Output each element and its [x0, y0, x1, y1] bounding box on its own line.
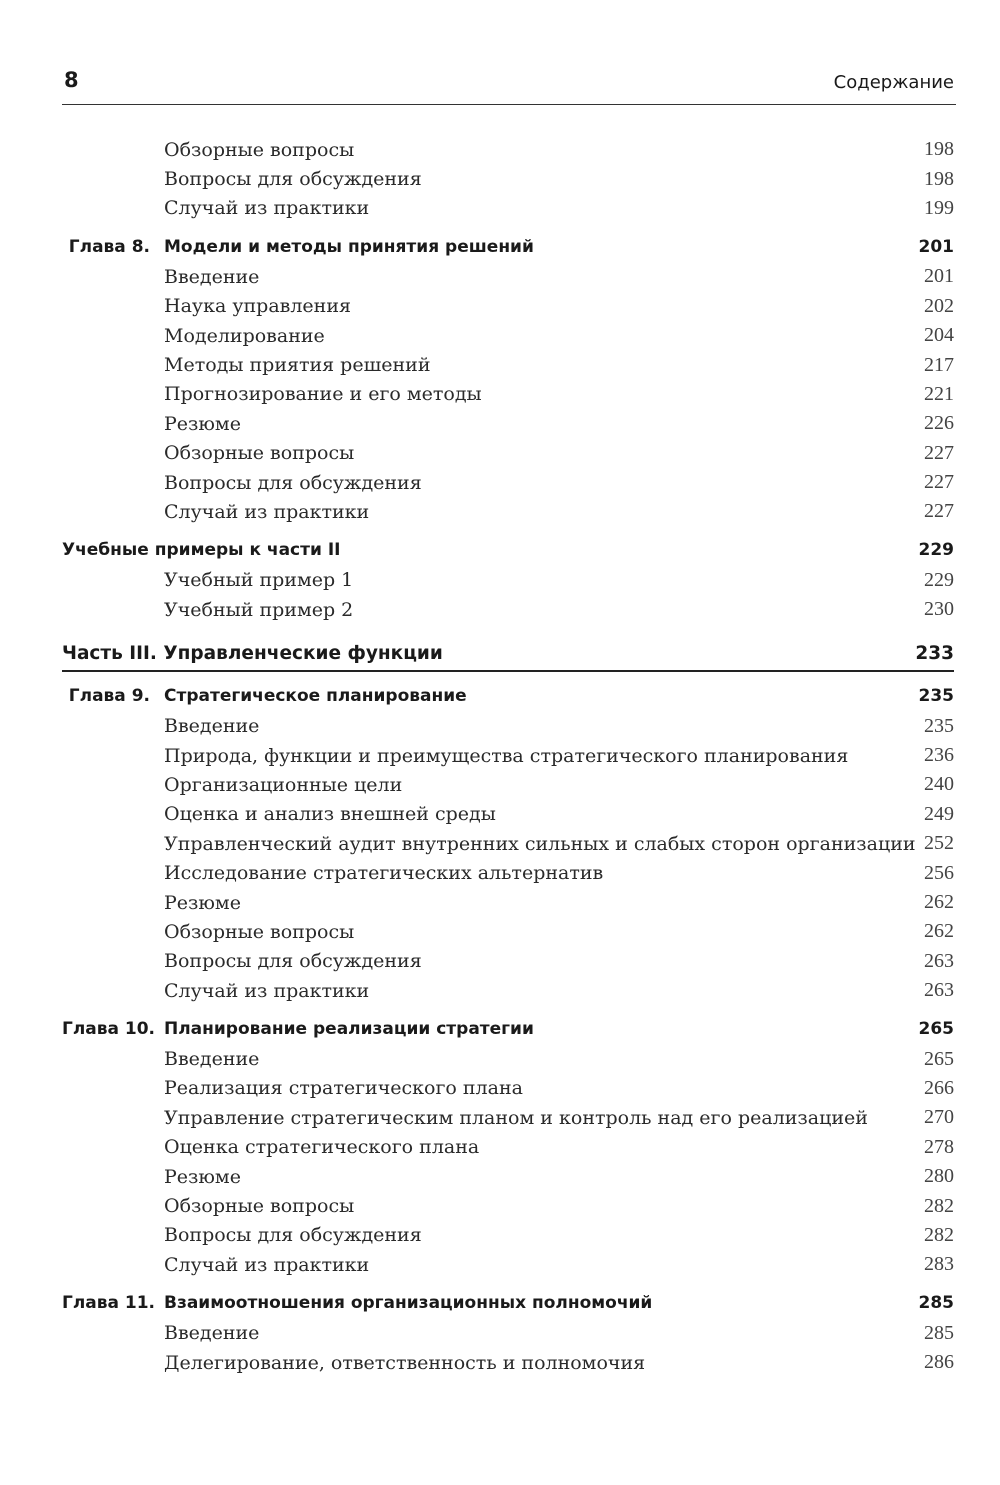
toc-entry-sub	[62, 439, 954, 468]
chapter-label: Глава 10.	[62, 1018, 156, 1039]
toc-entry-sub	[62, 164, 954, 193]
toc-entry-sub	[62, 770, 954, 799]
toc-entry-sub	[62, 409, 954, 438]
entry-title: Обзорные вопросы	[164, 1195, 355, 1218]
entry-title: Наука управления	[164, 295, 351, 318]
entry-title: Обзорные вопросы	[164, 442, 355, 465]
entry-title: Учебные примеры к части II	[62, 540, 341, 561]
entry-title: Резюме	[164, 412, 241, 435]
toc-entry-chap	[62, 231, 954, 262]
entry-page-number: 221	[924, 382, 954, 405]
entry-title: Оценка и анализ внешней среды	[164, 803, 496, 826]
entry-page-number: 266	[924, 1076, 954, 1099]
entry-title: Учебный пример 1	[164, 569, 354, 592]
toc-entry-sub	[62, 468, 954, 497]
chapter-label: Глава 8.	[68, 236, 150, 257]
entry-page-number: 263	[924, 979, 954, 1002]
toc-entry-sub	[62, 135, 954, 164]
entry-title: Случай из практики	[164, 979, 370, 1002]
entry-page-number: 227	[924, 441, 954, 464]
toc-entry-sub	[62, 858, 954, 887]
toc-entry-sect	[62, 535, 954, 566]
entry-title: Моделирование	[164, 324, 325, 347]
toc-entry-sub	[62, 292, 954, 321]
toc-entry-sub	[62, 711, 954, 740]
toc-entry-sub	[62, 800, 954, 829]
entry-page-number: 286	[924, 1351, 954, 1374]
entry-page-number: 198	[924, 167, 954, 190]
toc-entry-sub	[62, 917, 954, 946]
entry-page-number: 270	[924, 1106, 954, 1129]
toc-entry-sub	[62, 888, 954, 917]
entry-title: Введение	[164, 1322, 260, 1345]
entry-page-number: 252	[924, 832, 954, 855]
entry-page-number: 204	[924, 324, 954, 347]
entry-title: Резюме	[164, 891, 241, 914]
toc-entry-sub	[62, 1250, 954, 1279]
toc-entry-sub	[62, 741, 954, 770]
entry-title: Случай из практики	[164, 500, 370, 523]
running-header: Содержание	[833, 72, 954, 93]
toc-entry-sub	[62, 1044, 954, 1073]
entry-title: Вопросы для обсуждения	[164, 950, 422, 973]
entry-title: Делегирование, ответственность и полномочия	[164, 1351, 646, 1374]
toc-entry-sub	[62, 380, 954, 409]
toc-entry-sub	[62, 976, 954, 1005]
entry-page-number: 265	[924, 1047, 954, 1070]
toc-entry-chap	[62, 680, 954, 711]
entry-page-number: 262	[924, 891, 954, 913]
entry-title: Модели и методы принятия решений	[164, 236, 534, 257]
entry-title: Методы приятия решений	[164, 354, 431, 377]
chapter-label: Глава 11.	[62, 1293, 156, 1313]
entry-page-number: 227	[924, 500, 954, 523]
entry-page-number: 280	[924, 1165, 954, 1188]
toc-entry-sub	[62, 1191, 954, 1220]
entry-page-number: 235	[924, 714, 954, 737]
toc-entry-sub	[62, 829, 954, 858]
entry-page-number: 278	[924, 1135, 954, 1158]
entry-title: Стратегическое планирование	[164, 685, 467, 706]
entry-title: Обзорные вопросы	[164, 920, 355, 943]
entry-page-number: 285	[918, 1293, 954, 1313]
entry-page-number: 217	[924, 353, 954, 376]
entry-page-number: 202	[924, 294, 954, 317]
toc-entry-sub	[62, 321, 954, 350]
entry-title: Управленческий аудит внутренних сильных и слабых сторон организации	[164, 832, 916, 855]
entry-page-number: 282	[924, 1223, 954, 1246]
toc-entry-sub	[62, 1162, 954, 1191]
toc-entry-chap	[62, 1013, 954, 1044]
entry-title: Вопросы для обсуждения	[164, 471, 422, 494]
entry-page-number: 227	[924, 471, 954, 494]
entry-page-number: 262	[924, 920, 954, 943]
entry-page-number: 226	[924, 412, 954, 435]
entry-page-number: 256	[924, 861, 954, 884]
entry-title: Природа, функции и преимущества стратегического планирования	[164, 744, 849, 767]
toc-entry-chap	[62, 1288, 954, 1319]
entry-page-number: 235	[918, 685, 954, 706]
entry-title: Оценка стратегического плана	[164, 1136, 480, 1159]
toc-entry-sub	[62, 1348, 954, 1377]
entry-page-number: 201	[918, 236, 954, 257]
entry-page-number: 229	[918, 540, 954, 561]
entry-title: Введение	[164, 265, 260, 288]
entry-title: Исследование стратегических альтернатив	[164, 862, 604, 885]
entry-page-number: 285	[924, 1321, 954, 1344]
header-rule	[62, 104, 956, 105]
entry-page-number: 229	[924, 568, 954, 591]
entry-page-number: 230	[924, 598, 954, 621]
entry-title: Часть III. Управленческие функции	[62, 642, 443, 664]
toc-entry-sub	[62, 262, 954, 291]
toc-entry-sub	[62, 1133, 954, 1162]
entry-title: Прогнозирование и его методы	[164, 383, 482, 406]
entry-title: Случай из практики	[164, 1253, 370, 1276]
toc-entry-sub	[62, 595, 954, 624]
toc-entry-sub	[62, 1319, 954, 1348]
toc-entry-part	[62, 636, 954, 672]
entry-page-number: 199	[924, 196, 954, 219]
entry-title: Взаимоотношения организационных полномочий	[164, 1293, 653, 1313]
entry-title: Управление стратегическим планом и контроль над его реализацией	[164, 1106, 868, 1129]
toc-entry-sub	[62, 350, 954, 379]
entry-title: Введение	[164, 715, 260, 738]
entry-title: Введение	[164, 1048, 260, 1071]
entry-page-number: 233	[915, 642, 954, 664]
entry-page-number: 282	[924, 1194, 954, 1217]
entry-page-number: 201	[924, 265, 954, 288]
entry-title: Вопросы для обсуждения	[164, 1224, 422, 1247]
entry-page-number: 240	[924, 773, 954, 796]
entry-title: Резюме	[164, 1165, 241, 1188]
entry-page-number: 283	[924, 1253, 954, 1276]
entry-page-number: 263	[924, 949, 954, 972]
toc-entry-sub	[62, 1074, 954, 1103]
entry-page-number: 198	[924, 138, 954, 161]
chapter-label: Глава 9.	[68, 685, 150, 706]
table-of-contents	[62, 135, 954, 1377]
toc-entry-sub	[62, 1103, 954, 1132]
entry-title: Случай из практики	[164, 197, 370, 220]
toc-entry-sub	[62, 497, 954, 526]
entry-page-number: 236	[924, 744, 954, 767]
entry-title: Планирование реализации стратегии	[164, 1018, 534, 1039]
entry-title: Учебный пример 2	[164, 598, 354, 621]
entry-title: Вопросы для обсуждения	[164, 168, 422, 191]
toc-entry-sub	[62, 566, 954, 595]
toc-entry-sub	[62, 1221, 954, 1250]
toc-entry-sub	[62, 194, 954, 223]
entry-title: Организационные цели	[164, 773, 403, 796]
entry-page-number: 265	[918, 1018, 954, 1039]
page-number: 8	[64, 68, 79, 92]
toc-entry-sub	[62, 947, 954, 976]
entry-title: Обзорные вопросы	[164, 138, 355, 161]
entry-title: Реализация стратегического плана	[164, 1077, 523, 1100]
entry-page-number: 249	[924, 802, 954, 825]
